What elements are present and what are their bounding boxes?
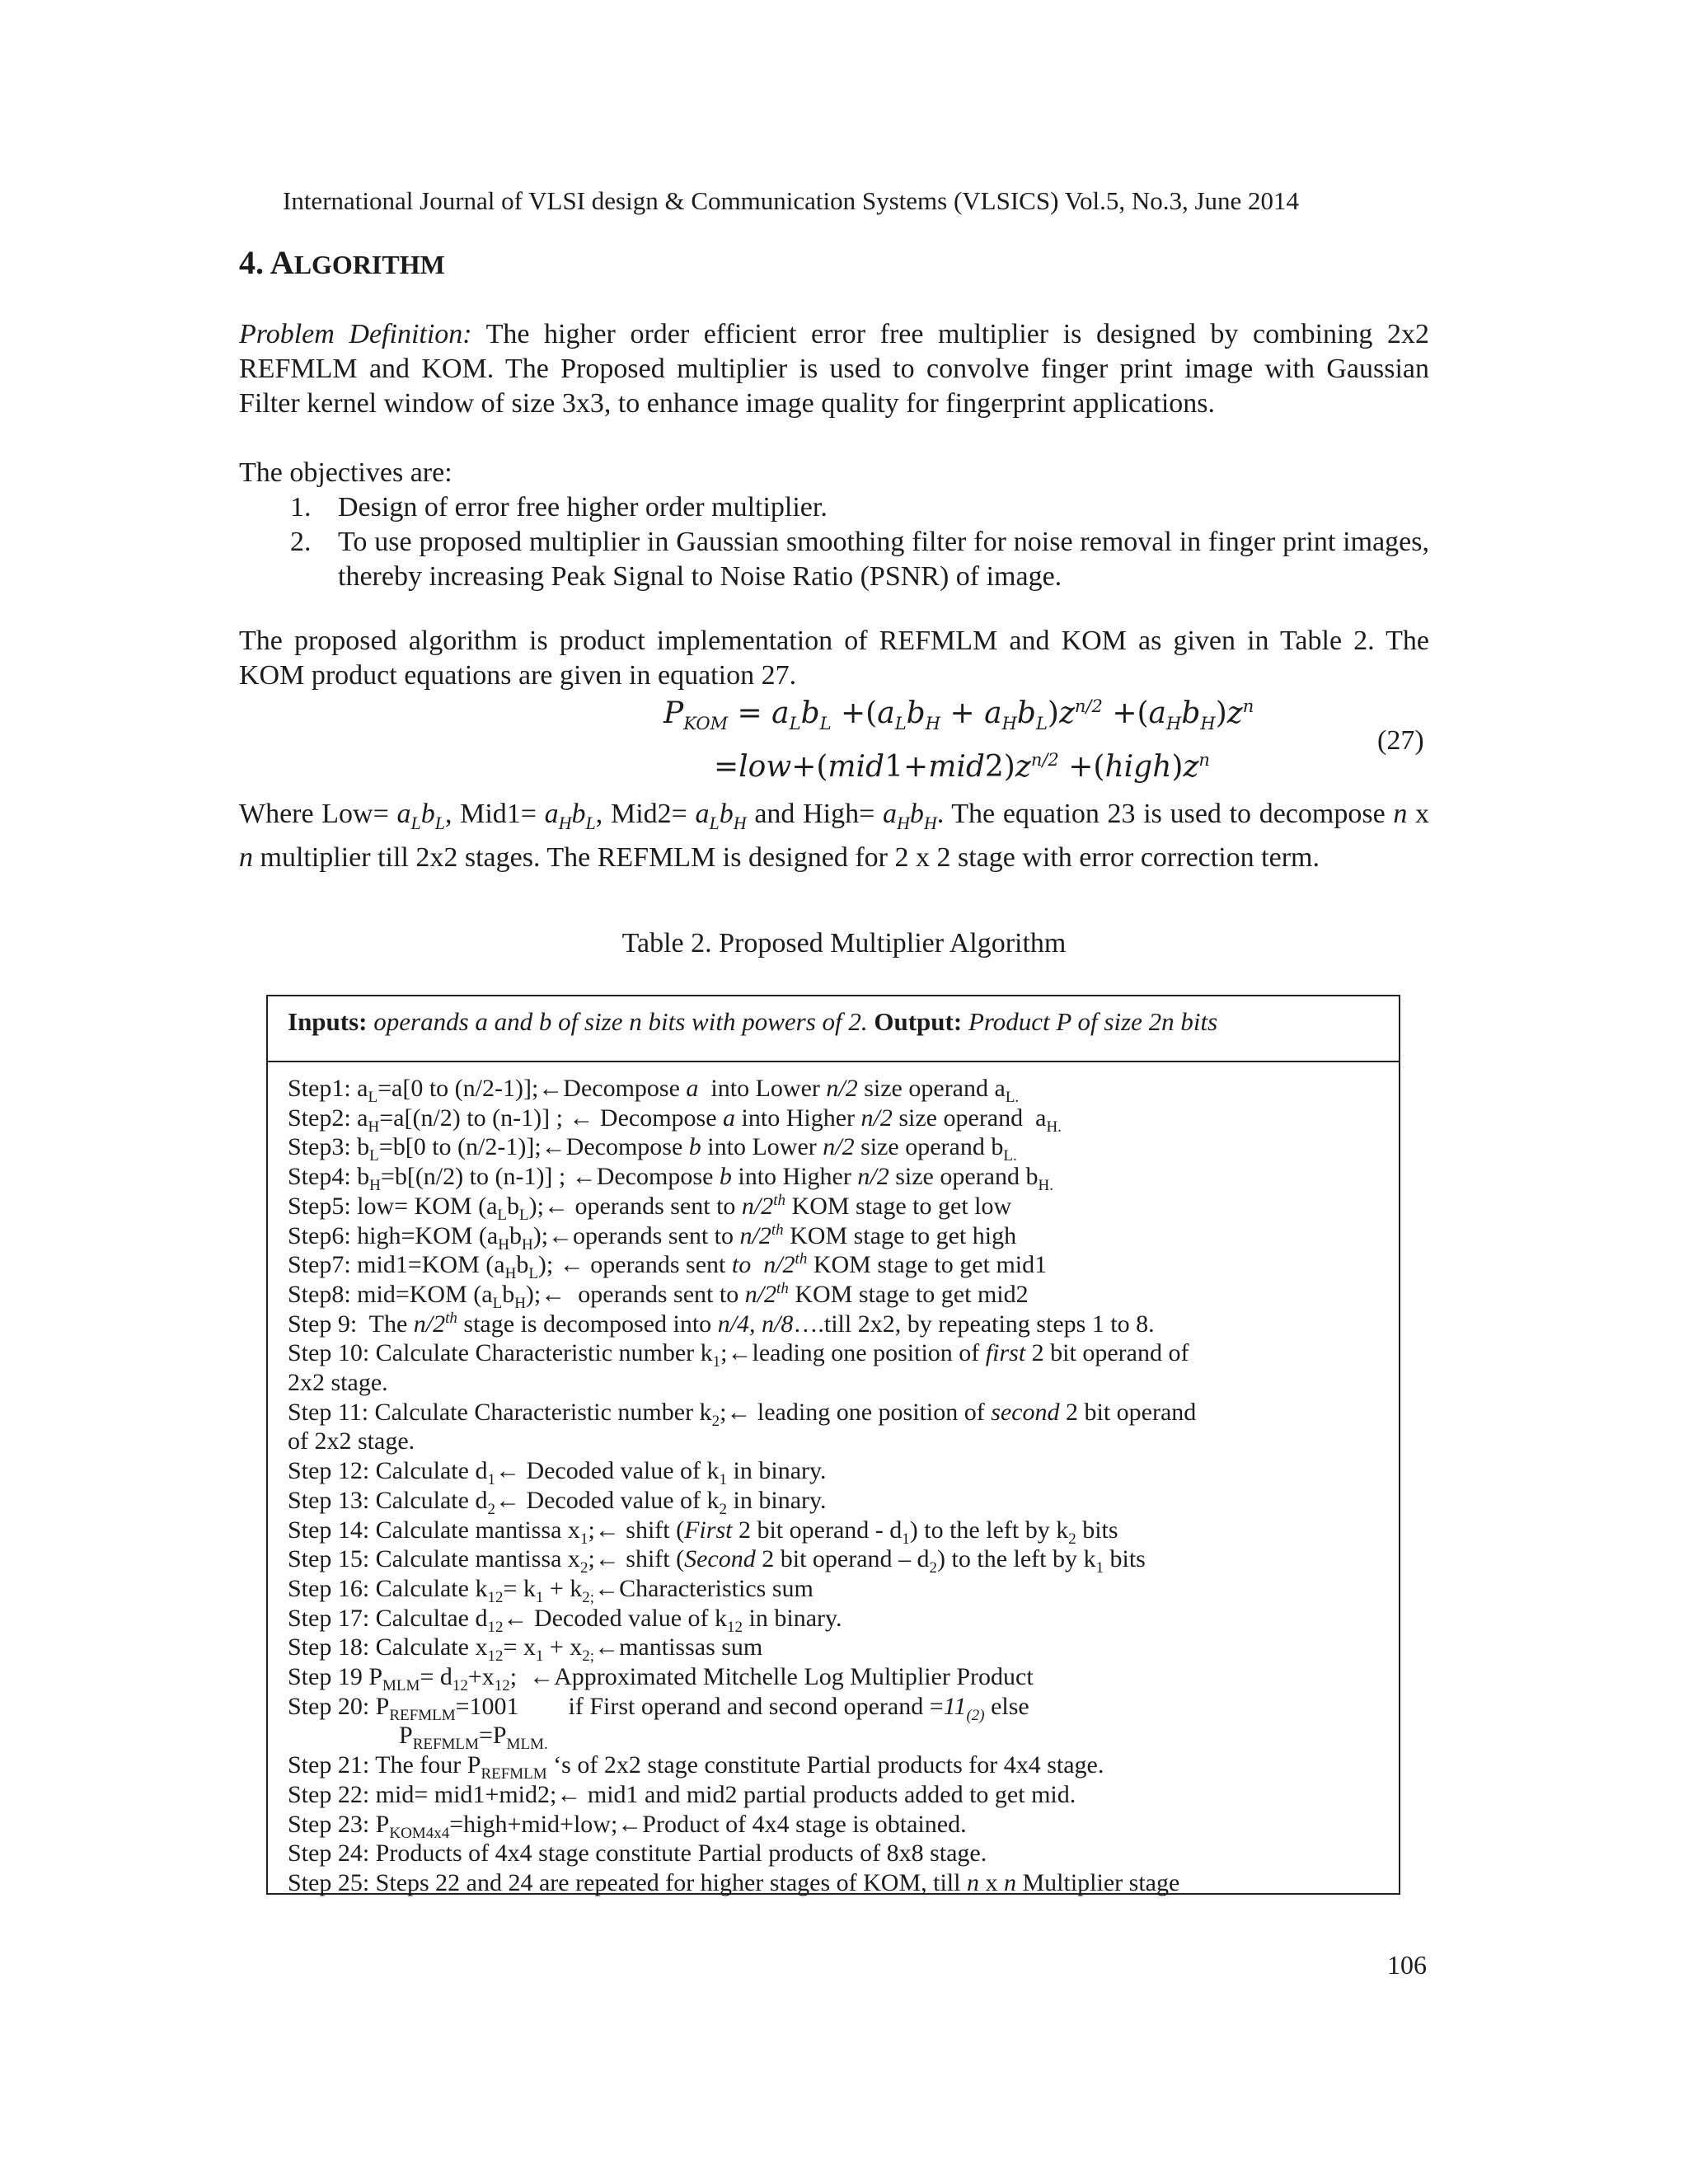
problem-definition-text: The higher order efficient error free multiplier is designed by combining 2x2 REFMLM and KOM. The Proposed multiplier is used to convolve finger print image with Gaussian Filter kernel window of size 3x3, to enhance image quality for fingerprint applications. xyxy=(239,319,1429,419)
step-row: of 2x2 stage. xyxy=(288,1427,415,1455)
step-row: Step 10: Calculate Characteristic number $k_1;\leftarrow leading$ one position of first 2 bit operand of xyxy=(288,1339,1189,1371)
step-row: Step6: high=KOM $(a_Hb_H);\leftarrow operands$ sent to n/2th KOM stage to get high xyxy=(288,1221,1017,1254)
step-row: 2x2 stage. xyxy=(288,1369,388,1397)
step-row: Step 20: $P_{REFMLM}=1001$ if First operand and second operand $=11_{(2)}$ else xyxy=(288,1692,1029,1724)
step-row: Step 9: The n/2th stage is decomposed into n/4, n/8….till 2x2, by repeating steps 1 to 8. xyxy=(288,1309,1155,1338)
step-row: Step 11: Calculate Characteristic number $k_2;\leftarrow$ leading one position of second 2 bit operand xyxy=(288,1398,1197,1430)
step-row: Step 18: Calculate $x_{12}= x_1$ + $x_{2;}\leftarrow mantissas$ sum xyxy=(288,1633,763,1666)
objective-text: Design of error free higher order multiplier. xyxy=(338,492,828,523)
section-number: 4. xyxy=(239,244,270,281)
objective-number: 1. xyxy=(290,492,312,523)
journal-header: International Journal of VLSI design & Communication Systems (VLSICS) Vol.5, No.3, June 2014 xyxy=(283,186,1300,215)
page-number: 106 xyxy=(1387,1950,1427,1980)
step-row: Step 13: Calculate $d_2\leftarrow$ Decoded value of $k_2$ in binary. xyxy=(288,1486,827,1518)
step-row: Step2: $a_H=a[(n/2)$ to (n-1)] ; ← Decompose a into Higher n/2 size operand $a_{H.}$ xyxy=(288,1104,1062,1136)
objective-text: To use proposed multiplier in Gaussian smoothing filter for noise removal in finger print images, thereby increasing Peak Signal to Noise Ratio (PSNR) of image. xyxy=(338,527,1429,592)
step-row: Step 23: $P_{KOM4x4}=high+mid+low;\leftarrow Product$ of 4x4 stage is obtained. xyxy=(288,1810,967,1842)
algorithm-table xyxy=(266,995,1400,1895)
objective-item xyxy=(282,525,1429,594)
step-row: Step 14: Calculate mantissa $x_1;\leftarrow$ shift (First 2 bit operand - $d_1$) to the left by $k_2$ bits xyxy=(288,1516,1118,1548)
step-row: Step1: $a_L=a[0$ to (n/2-1)];←Decompose a into Lower n/2 size operand $a_{L.}$ xyxy=(288,1075,1020,1106)
step-row: Step 24: Products of 4x4 stage constitute Partial products of 8x8 stage. xyxy=(288,1840,987,1868)
algorithm-intro-paragraph: The proposed algorithm is product implementation of REFMLM and KOM as given in Table 2. The KOM product equations are given in equation 27. xyxy=(239,626,1429,691)
step-row: Step 21: The four $P_{REFMLM}$ ‘s of 2x2 stage constitute Partial products for 4x4 stage. xyxy=(288,1751,1104,1783)
kom-equation-line-2: $=low+(mid1+mid2)z^{n/2}$ $+(high)z^n$ xyxy=(714,750,1210,784)
step-row: $P_{REFMLM}=P_{MLM.}$ xyxy=(399,1722,548,1754)
step-row: Step4: $b_H=b[(n/2)$ to (n-1)] ; ←Decompose b into Higher n/2 size operand $b_{H.}$ xyxy=(288,1163,1053,1195)
problem-definition-label: Problem Definition: xyxy=(239,319,472,349)
table-caption: Table 2. Proposed Multiplier Algorithm xyxy=(621,928,1067,958)
step-row: Step 16: Calculate $k_{12}= k_1$ + $k_{2;}\leftarrow Characteristics$ sum xyxy=(288,1574,814,1606)
step-row: Step5: low= KOM $(a_Lb_L);\leftarrow$ operands sent to n/2th KOM stage to get low xyxy=(288,1191,1012,1224)
where-paragraph: Where $Low= a_Lb_L$, $Mid1= a_Hb_L$, $Mid2= a_Lb_H$ and High= $a_Hb_H$. The equation 23 is used to decompose n x n multiplier till 2x2 stages. The REFMLM is designed for 2 x 2 stage with error correction term. xyxy=(239,799,1430,873)
objective-number: 2. xyxy=(290,527,312,557)
kom-equation-line-1: $P_{KOM} = a_Lb_L +(a_Lb_H + a_Hb_L)z^{n/2} +(a_Hb_H)z^n$ xyxy=(663,696,1254,734)
table-header-row: Inputs: operands a and b of size n bits with powers of 2. Output: Product P of size 2n bits xyxy=(268,996,1399,1062)
table-steps xyxy=(268,1062,1399,1898)
problem-definition-paragraph xyxy=(239,317,1429,421)
section-title-rest: LGORITHM xyxy=(293,250,445,279)
objectives-list xyxy=(282,490,1429,594)
section-heading xyxy=(239,243,445,282)
objective-item xyxy=(282,490,1429,525)
section-title-initial: A xyxy=(270,244,294,281)
step-row: Step 19 $P_{MLM}= d_{12}+x_{12}$; ←Approximated Mitchelle Log Multiplier Product xyxy=(288,1663,1034,1695)
step-row: Step3: $b_L=b[0$ to (n/2-1)];←Decompose b into Lower n/2 size operand $b_{L.}$ xyxy=(288,1133,1017,1165)
step-row: Step 15: Calculate mantissa $x_2;\leftarrow$ shift (Second 2 bit operand – $d_2$) to the left by $k_1$ bits xyxy=(288,1545,1146,1577)
step-row: Step 22: mid= mid1+mid2;← mid1 and mid2 partial products added to get mid. xyxy=(288,1780,1076,1808)
step-row: Step 12: Calculate $d_1\leftarrow$ Decoded value of $k_1$ in binary. xyxy=(288,1457,827,1489)
step-row: Step8: mid=KOM $(a_Lb_H);\leftarrow$ operands sent to n/2th KOM stage to get mid2 xyxy=(288,1279,1029,1312)
equation-number: (27) xyxy=(1377,725,1424,756)
objectives-intro: The objectives are: xyxy=(239,457,452,488)
step-row: Step 25: Steps 22 and 24 are repeated for higher stages of KOM, till n x n Multiplier stage xyxy=(288,1868,1180,1896)
step-row: Step7: mid1=KOM $(a_Hb_L)$; ← operands sent to n/2th KOM stage to get mid1 xyxy=(288,1250,1048,1283)
step-row: Step 17: Calcultae $d_{12}\leftarrow$ Decoded value of $k_{12}$ in binary. xyxy=(288,1604,842,1636)
